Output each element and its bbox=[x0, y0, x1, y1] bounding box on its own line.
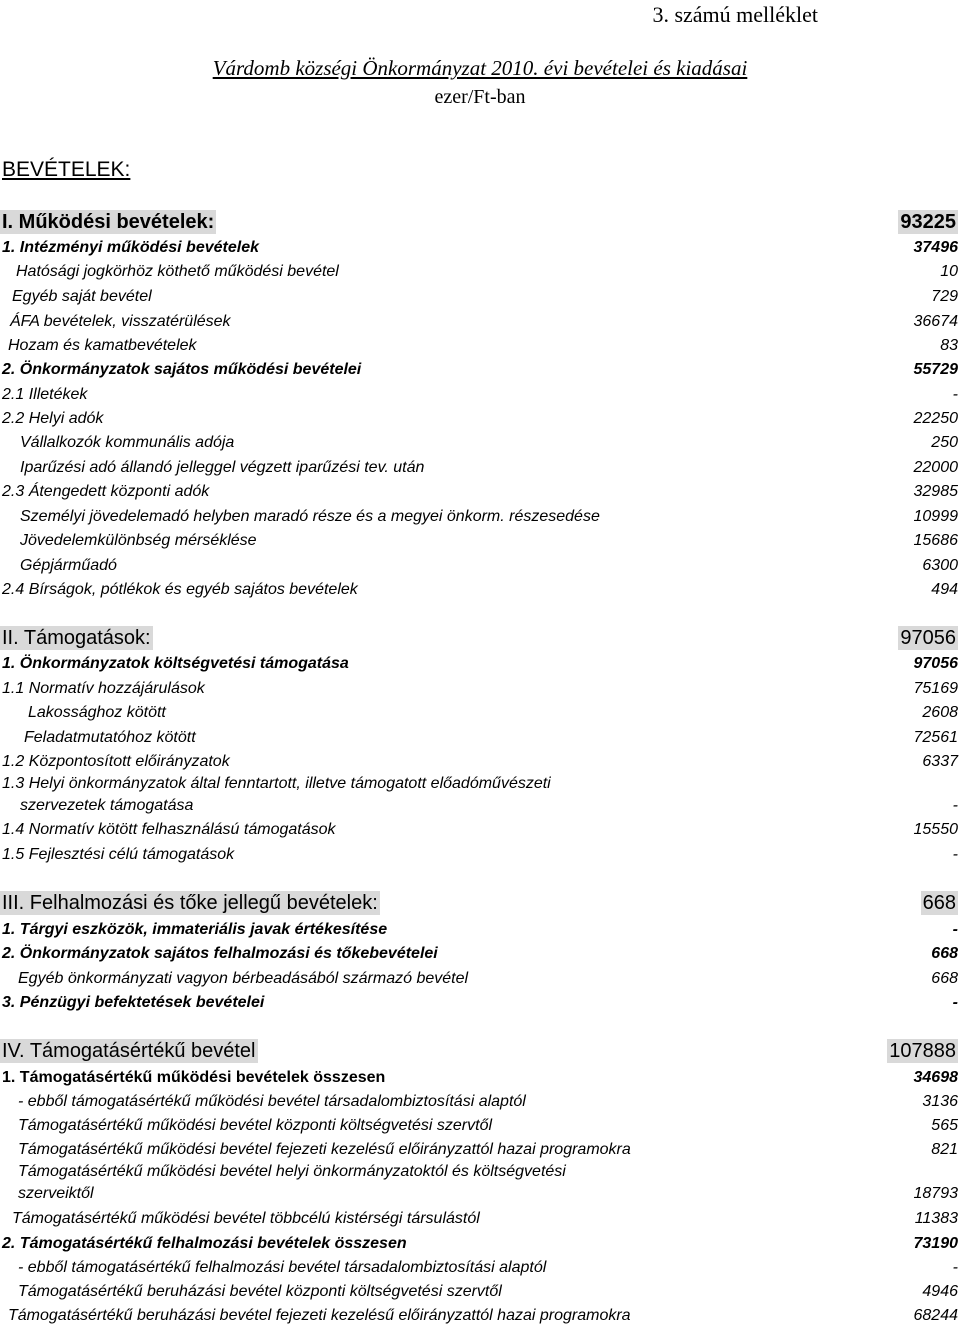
row-label: 1.3 Helyi önkormányzatok által fenntartott, illetve támogatott előadóművészeti bbox=[2, 775, 551, 792]
table-row bbox=[0, 407, 960, 431]
row-label: Hatósági jogkörhöz köthető működési bevétel bbox=[16, 263, 339, 280]
row-label: Támogatásértékű beruházási bevétel fejezeti kezelésű előirányzattól hazai programokra bbox=[8, 1307, 631, 1324]
table-row bbox=[0, 505, 960, 529]
row-label: Támogatásértékű működési bevétel fejezeti kezelésű előirányzattól hazai programokra bbox=[18, 1141, 631, 1158]
row-label: 2. Támogatásértékű felhalmozási bevételek összesen bbox=[2, 1235, 407, 1252]
table-row bbox=[0, 918, 960, 942]
row-value: 37496 bbox=[913, 239, 958, 256]
row-label: 1.1 Normatív hozzájárulások bbox=[2, 680, 205, 697]
row-value: 10 bbox=[940, 263, 958, 280]
row-value: - bbox=[952, 797, 958, 814]
row-value: 668 bbox=[931, 970, 958, 987]
table-row bbox=[0, 626, 960, 650]
row-label: 2. Önkormányzatok sajátos felhalmozási és tőkebevételei bbox=[2, 945, 438, 962]
table-row bbox=[0, 358, 960, 382]
table-row bbox=[0, 431, 960, 455]
row-label: Lakossághoz kötött bbox=[28, 704, 166, 721]
table-row bbox=[0, 1066, 960, 1090]
row-label: 2.4 Bírságok, pótlékok és egyéb sajátos bevételek bbox=[2, 581, 358, 598]
row-label: - ebből támogatásértékű felhalmozási bevétel társadalombiztosítási alaptól bbox=[18, 1259, 547, 1276]
table-row bbox=[0, 285, 960, 309]
page-title: Várdomb községi Önkormányzat 2010. évi bevételei és kiadásai bbox=[212, 56, 748, 80]
row-label: Vállalkozók kommunális adója bbox=[20, 434, 235, 451]
row-label: Iparűzési adó állandó jelleggel végzett iparűzési tev. után bbox=[20, 459, 425, 476]
row-value: 73190 bbox=[913, 1235, 958, 1252]
row-value: 250 bbox=[931, 434, 958, 451]
row-value: 75169 bbox=[913, 680, 958, 697]
table-row bbox=[0, 701, 960, 725]
table-row bbox=[0, 260, 960, 284]
row-value: 36674 bbox=[913, 313, 958, 330]
row-value: 15550 bbox=[913, 821, 958, 838]
table-row bbox=[0, 967, 960, 991]
row-value: 22000 bbox=[913, 459, 958, 476]
row-label: 1. Önkormányzatok költségvetési támogatása bbox=[2, 655, 349, 672]
row-label: 2.3 Átengedett központi adók bbox=[2, 483, 210, 500]
table-row bbox=[0, 1280, 960, 1304]
row-label: 1. Támogatásértékű működési bevételek összesen bbox=[2, 1069, 386, 1086]
row-value: 4946 bbox=[922, 1283, 958, 1300]
table-row bbox=[0, 1304, 960, 1328]
table-row bbox=[0, 210, 960, 234]
row-value: 10999 bbox=[913, 508, 958, 525]
row-value: 494 bbox=[931, 581, 958, 598]
row-value: 821 bbox=[931, 1141, 958, 1158]
table-row bbox=[0, 578, 960, 602]
row-label: 1. Intézményi működési bevételek bbox=[2, 239, 259, 256]
row-label: Feladatmutatóhoz kötött bbox=[24, 729, 196, 746]
row-label-continued: szerveiktől bbox=[18, 1185, 94, 1202]
row-value: 2608 bbox=[922, 704, 958, 721]
table-row bbox=[0, 554, 960, 578]
row-label: Egyéb saját bevétel bbox=[12, 288, 152, 305]
row-label: 1.5 Fejlesztési célú támogatások bbox=[2, 846, 235, 863]
table-row bbox=[0, 1232, 960, 1256]
table-row bbox=[0, 456, 960, 480]
row-label: 1.2 Központosított előirányzatok bbox=[2, 753, 230, 770]
table-row bbox=[0, 1138, 960, 1162]
row-value: - bbox=[952, 994, 958, 1011]
table-row bbox=[0, 1090, 960, 1114]
row-label: Hozam és kamatbevételek bbox=[8, 337, 197, 354]
row-value: 668 bbox=[922, 892, 956, 914]
row-value: 72561 bbox=[913, 729, 958, 746]
row-label: - ebből támogatásértékű működési bevétel társadalombiztosítási alaptól bbox=[18, 1093, 526, 1110]
table-row bbox=[0, 529, 960, 553]
row-label: IV. Támogatásértékű bevétel bbox=[2, 1040, 256, 1062]
table-row bbox=[0, 818, 960, 842]
table-row bbox=[0, 891, 960, 915]
row-label: Támogatásértékű beruházási bevétel központi költségvetési szervtől bbox=[18, 1283, 502, 1300]
row-value: 32985 bbox=[913, 483, 958, 500]
table-row bbox=[0, 773, 960, 819]
table-row bbox=[0, 843, 960, 867]
row-value: 15686 bbox=[913, 532, 958, 549]
table-row bbox=[0, 383, 960, 407]
row-value: 22250 bbox=[913, 410, 958, 427]
row-value: 97056 bbox=[913, 655, 958, 672]
table-row bbox=[0, 991, 960, 1015]
row-label: III. Felhalmozási és tőke jellegű bevételek: bbox=[2, 892, 378, 914]
row-label: 2.1 Illetékek bbox=[2, 386, 88, 403]
table-row bbox=[0, 750, 960, 774]
row-label: Személyi jövedelemadó helyben maradó része és a megyei önkorm. részesedése bbox=[20, 508, 600, 525]
table-row bbox=[0, 942, 960, 966]
row-label: Támogatásértékű működési bevétel központi költségvetési szervtől bbox=[18, 1117, 493, 1134]
row-label-continued: szervezetek támogatása bbox=[20, 797, 194, 814]
table-row bbox=[0, 677, 960, 701]
row-label: ÁFA bevételek, visszatérülések bbox=[10, 313, 231, 330]
row-value: 97056 bbox=[900, 627, 956, 649]
table-row bbox=[0, 334, 960, 358]
row-value: 93225 bbox=[900, 211, 956, 233]
row-value: 34698 bbox=[913, 1069, 958, 1086]
row-value: 18793 bbox=[913, 1185, 958, 1202]
annex-label: 3. számú melléklet bbox=[652, 2, 818, 27]
table-row bbox=[0, 310, 960, 334]
section-heading: BEVÉTELEK: bbox=[2, 158, 131, 181]
row-value: 68244 bbox=[913, 1307, 958, 1324]
table-row bbox=[0, 1039, 960, 1063]
table-row bbox=[0, 1161, 960, 1207]
row-value: 3136 bbox=[922, 1093, 958, 1110]
table-row bbox=[0, 1207, 960, 1231]
row-label: Egyéb önkormányzati vagyon bérbeadásából származó bevétel bbox=[18, 970, 469, 987]
row-value: - bbox=[952, 921, 958, 938]
row-label: Gépjárműadó bbox=[20, 557, 117, 574]
row-value: 55729 bbox=[913, 361, 958, 378]
row-label: 1. Tárgyi eszközök, immateriális javak értékesítése bbox=[2, 921, 388, 938]
table-row bbox=[0, 1256, 960, 1280]
table-row bbox=[0, 236, 960, 260]
row-value: 107888 bbox=[889, 1040, 956, 1062]
row-label: 2. Önkormányzatok sajátos működési bevételei bbox=[2, 361, 362, 378]
table-row bbox=[0, 726, 960, 750]
row-value: - bbox=[952, 1259, 958, 1276]
row-label: 1.4 Normatív kötött felhasználású támogatások bbox=[2, 821, 336, 838]
table-row bbox=[0, 480, 960, 504]
row-value: 668 bbox=[931, 945, 958, 962]
row-label: Támogatásértékű működési bevétel helyi önkormányzatoktól és költségvetési bbox=[18, 1163, 566, 1180]
row-value: - bbox=[952, 386, 958, 403]
row-value: 83 bbox=[940, 337, 958, 354]
table-row bbox=[0, 1114, 960, 1138]
row-label: 2.2 Helyi adók bbox=[2, 410, 104, 427]
row-value: 6337 bbox=[922, 753, 958, 770]
row-label: Támogatásértékű működési bevétel többcélú kistérségi társulástól bbox=[12, 1210, 480, 1227]
row-value: - bbox=[952, 846, 958, 863]
row-label: II. Támogatások: bbox=[2, 627, 151, 649]
row-label: Jövedelemkülönbség mérséklése bbox=[20, 532, 257, 549]
row-value: 11383 bbox=[914, 1210, 958, 1227]
unit-label: ezer/Ft-ban bbox=[434, 86, 526, 108]
row-label: 3. Pénzügyi befektetések bevételei bbox=[2, 994, 265, 1011]
row-value: 729 bbox=[931, 288, 958, 305]
row-value: 565 bbox=[931, 1117, 958, 1134]
row-value: 6300 bbox=[922, 557, 958, 574]
table-row bbox=[0, 652, 960, 676]
row-label: I. Működési bevételek: bbox=[2, 211, 215, 233]
